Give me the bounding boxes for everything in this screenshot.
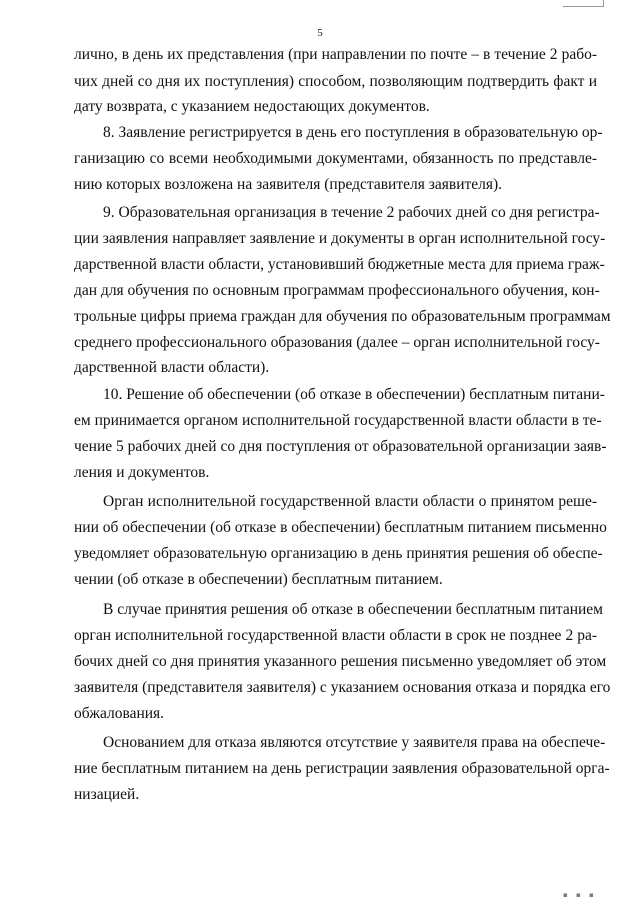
text-line: трольные цифры приема граждан для обучения по образовательным программам [74,308,611,325]
page-number: 5 [317,27,323,39]
text-line: чих дней со дня их поступления) способом, позволяющим подтвердить факт и [74,73,597,90]
paragraph-line: В случае принятия решения об отказе в обеспечении бесплатным питанием [103,601,603,618]
text-line: бочих дней со дня принятия указанного решения письменно уведомляет об этом [74,653,607,670]
text-line: ления и документов. [74,464,210,481]
text-line: заявителя (представителя заявителя) с указанием основания отказа и порядка его [74,679,611,696]
paragraph-8-line: 8. Заявление регистрируется в день его поступления в образовательную ор- [103,124,603,141]
text-line: лично, в день их представления (при направлении по почте – в течение 2 рабо- [74,46,597,63]
text-line: ние бесплатным питанием на день регистрации заявления образовательной орга- [74,760,610,777]
text-line: ем принимается органом исполнительной государственной власти области в те- [74,412,602,429]
text-line: дарственной власти области). [74,359,270,376]
text-line: дарственной власти области, установивший бюджетные места для приема граж- [74,256,605,273]
paragraph-9-line: 9. Образовательная организация в течение 2 рабочих дней со дня регистра- [103,204,600,221]
text-line: низацией. [74,786,140,803]
text-line: дан для обучения по основным программам профессионального обучения, кон- [74,282,600,299]
scan-corner-mark [563,0,604,7]
text-line: чение 5 рабочих дней со дня поступления от образовательной организации заяв- [74,438,607,455]
text-line: обжалования. [74,705,165,722]
text-line: чении (об отказе в обеспечении) бесплатным питанием. [74,571,443,588]
paragraph-10-line: 10. Решение об обеспечении (об отказе в обеспечении) бесплатным питани- [103,386,605,403]
paragraph-line: Основанием для отказа являются отсутствие у заявителя права на обеспече- [103,734,606,751]
scan-footer-mark: ▪ ▪ ▪ [563,891,597,899]
text-line: уведомляет образовательную организацию в день принятия решения об обеспе- [74,545,603,562]
text-line: среднего профессионального образования (далее – орган исполнительной госу- [74,334,600,351]
text-line: дату возврата, с указанием недостающих документов. [74,98,430,115]
text-line: орган исполнительной государственной власти области в срок не позднее 2 ра- [74,627,597,644]
text-line: ции заявления направляет заявление и документы в орган исполнительной госу- [74,230,606,247]
text-line: нию которых возложена на заявителя (представителя заявителя). [74,176,503,193]
paragraph-line: Орган исполнительной государственной власти области о принятом реше- [103,493,597,510]
text-line: ганизацию со всеми необходимыми документами, обязанность по представле- [74,150,597,167]
text-line: нии об обеспечении (об отказе в обеспечении) бесплатным питанием письменно [74,519,607,536]
